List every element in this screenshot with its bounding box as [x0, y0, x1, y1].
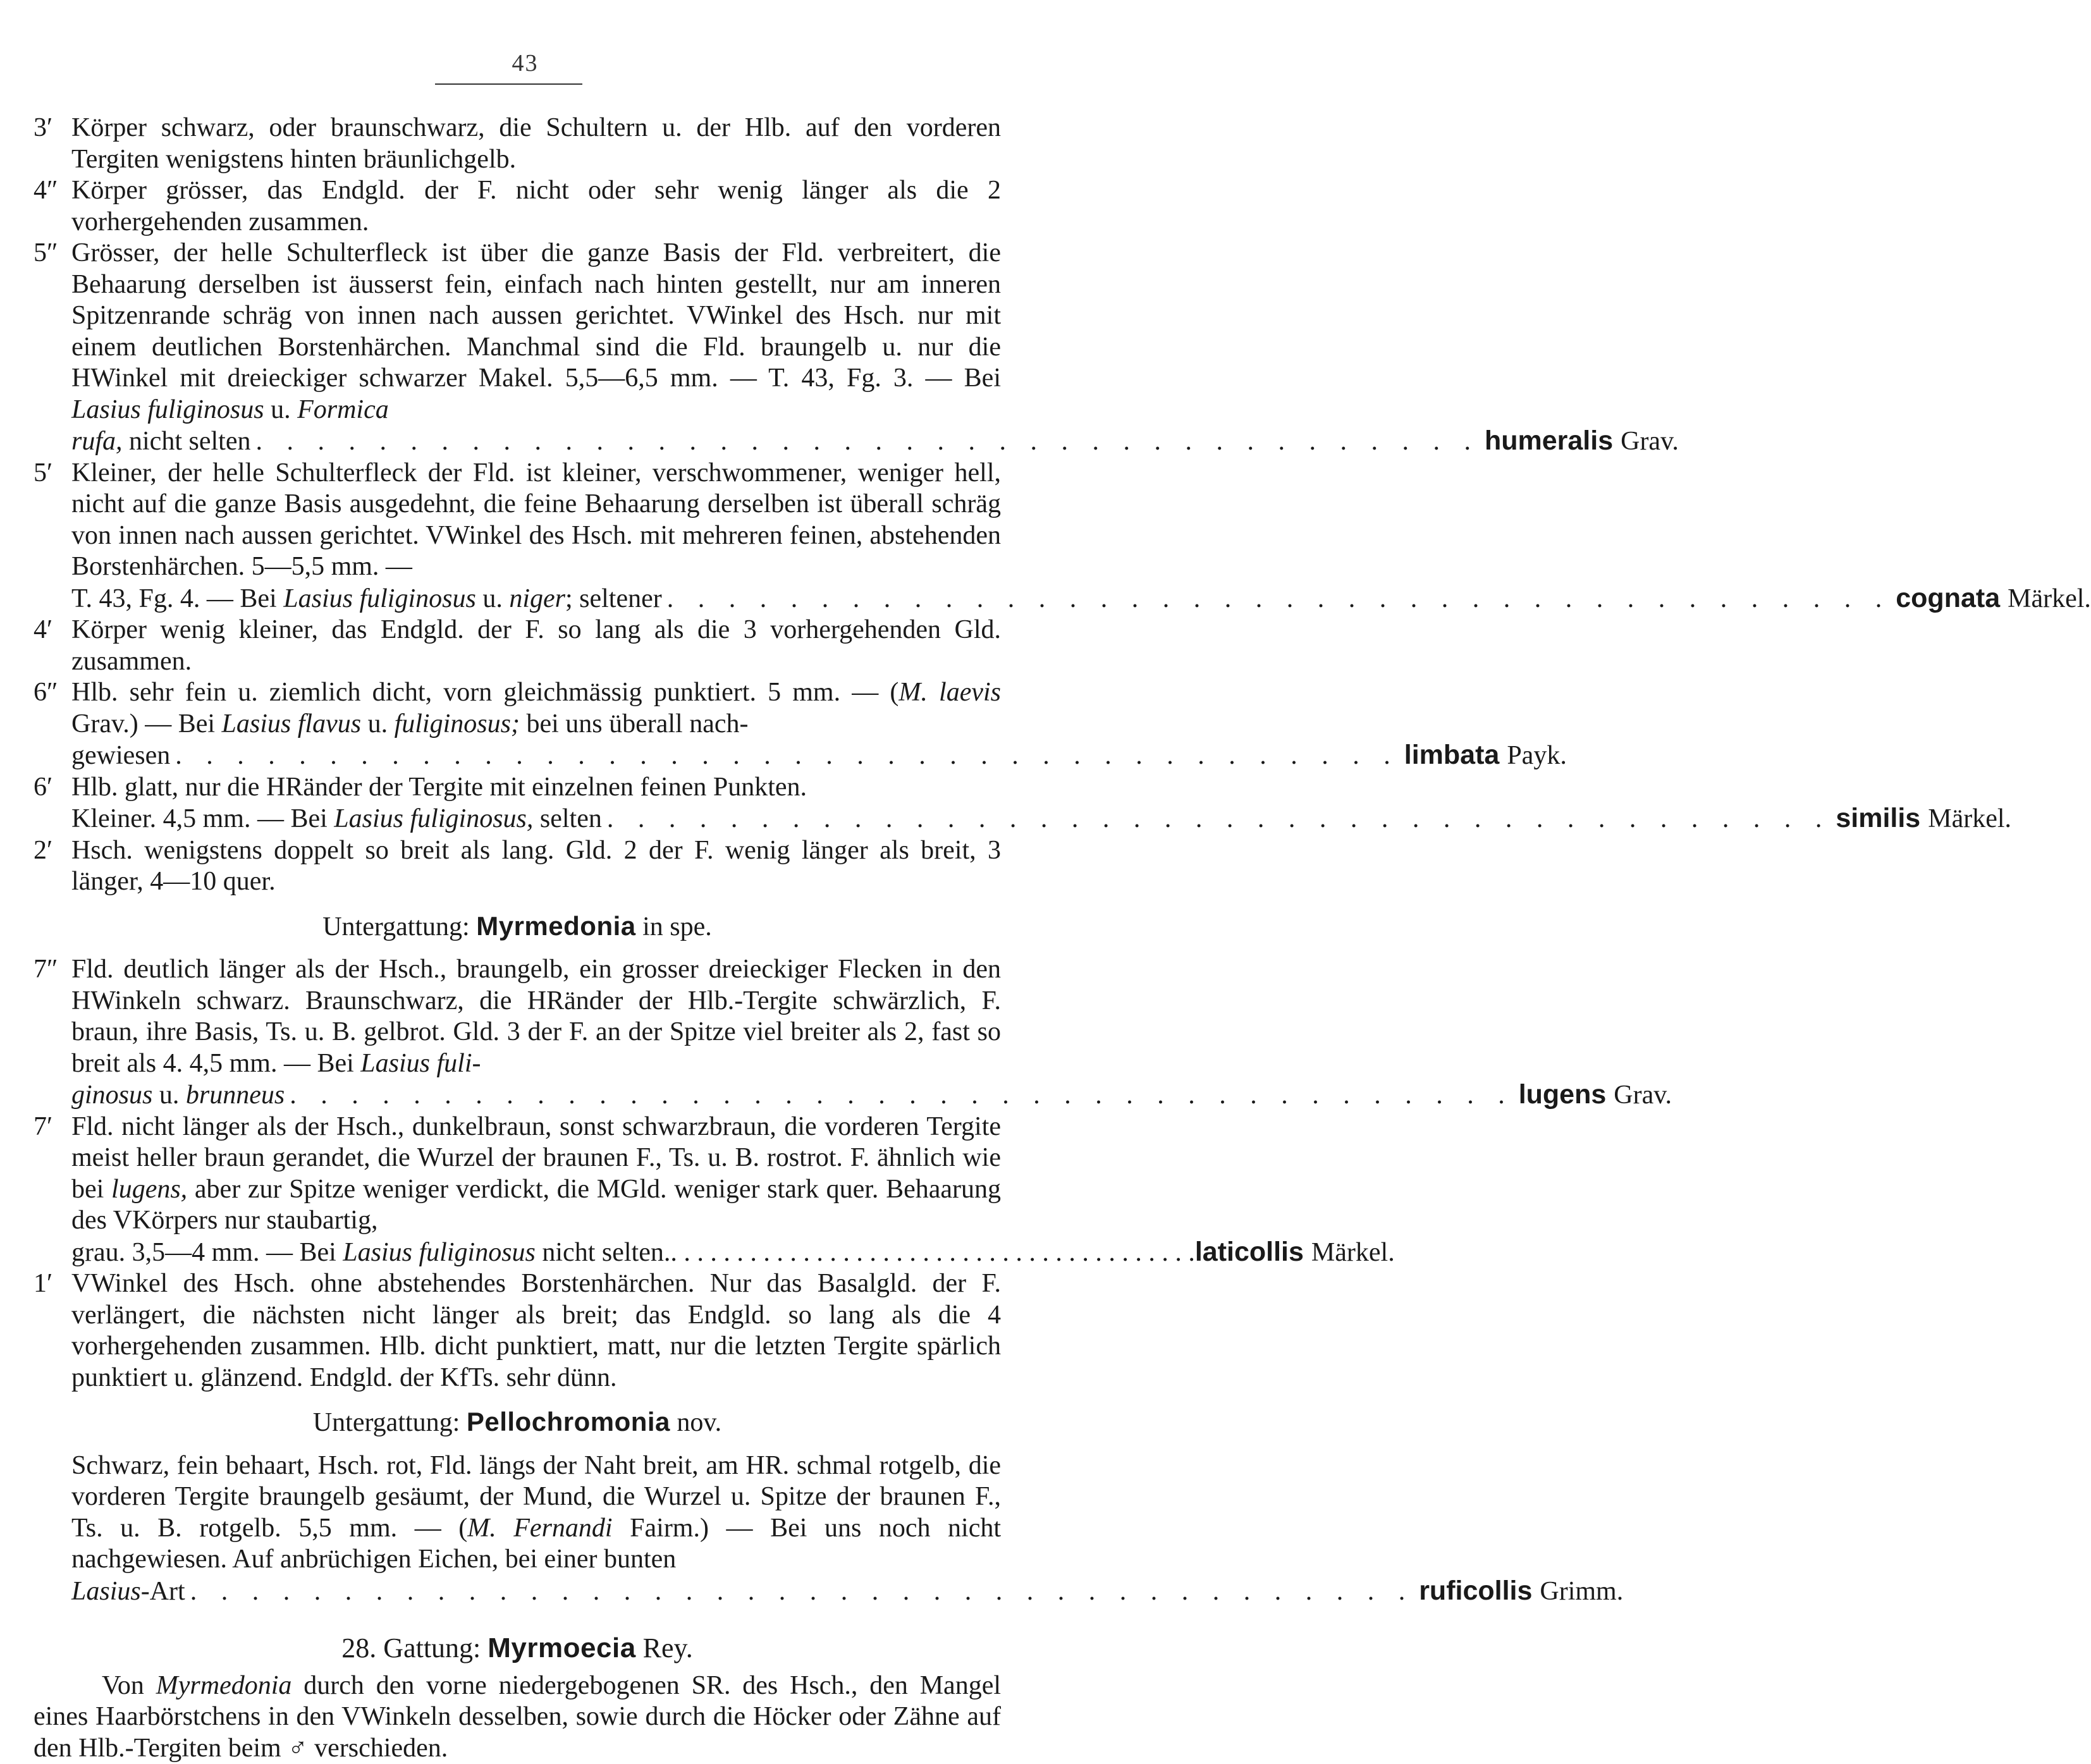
couplet-number: 5′ [34, 458, 70, 489]
couplet-number: 6′ [34, 772, 70, 804]
couplet-number: 1′ [34, 1268, 70, 1300]
host-name: brunneus [186, 1081, 285, 1110]
leader-dots: . . . . . . . . . . . . . . . . . . . . . . . . . . . . . . . . . . . . . . . . [250, 426, 1485, 458]
text-body [34, 113, 1001, 1764]
entry-text: nicht selten [129, 427, 250, 456]
header-rule [435, 83, 582, 85]
species-line [71, 426, 1001, 458]
leader-dots: . . . . . . . . . . . . . . . . . . . . . . . . . . . . . . . . . . . . . . . . [602, 804, 1836, 835]
entry-text: Grösser, der helle Schulterfleck ist über die ganze Basis der Fld. verbreitert, die Behaarung derselben ist äusserst fein, einfach nach hinten gestellt, nur am inneren Spitzenrande schräg von innen nach aussen gerichtet. VWinkel des Hsch. nur mit einem deutlichen Borstenhärchen. Manchmal sind die Fld. braungelb u. nur die HWinkel mit dreieckiger schwarzer Makel. 5,5—6,5 mm. — T. 43, Fg. 3. — Bei [71, 238, 1001, 393]
subgenus-name: Pellochromonia [467, 1407, 670, 1436]
entry-text: Hsch. wenigstens doppelt so breit als lang. Gld. 2 der F. wenig länger als breit, 3 länger, 4—10 quer. [71, 836, 1001, 897]
entry-text: aber zur Spitze weniger verdickt, die MGld. weniger stark quer. Behaarung des VKörpers nur staubartig, [71, 1175, 1001, 1235]
entry-text: bei uns überall nach- [526, 709, 748, 738]
entry-text: Fld. deutlich länger als der Hsch., braungelb, ein grosser dreieckiger Flecken in den HWinkeln schwarz. Braunschwarz, die HRänder der Hlb.-Tergite schwärzlich, F. braun, ihre Basis, Ts. u. B. gelbrot. Gld. 3 der F. an der Spitze viel breiter als 2, fast so breit als 4. 4,5 mm. — Bei [71, 955, 1001, 1078]
species-line [71, 1079, 1001, 1112]
species-author: Grav. [1621, 426, 1679, 458]
entry-text: Fld. nicht länger als der Hsch., dunkelbraun, sonst schwarzbraun, die vorderen Tergite meist heller braun gerandet, die Wurzel der braunen F., Ts. u. B. rostrot. F. ähnlich wie bei [71, 1112, 1001, 1204]
species-name: limbata [1404, 740, 1500, 771]
species-name: laticollis [1195, 1237, 1304, 1268]
entry-text: ; seltener [565, 584, 662, 613]
entry-text: Grav.) — Bei [71, 709, 215, 738]
entry-text: Kleiner, der helle Schulterfleck der Fld. ist kleiner, verschwommener, weniger hell, nicht auf die ganze Basis ausgedehnt, die feine Behaarung derselben ist überall schräg von innen nach aussen gerichtet. VWinkel des Hsch. mit mehreren feinen, abstehenden Borstenhärchen. 5—5,5 mm. — [71, 458, 1001, 582]
leader-dots: . . . . . . . . . . . . . . . . . . . . . . . . . . . . . . . . . . . . . . . . [185, 1576, 1420, 1608]
key-entry [34, 238, 1001, 458]
key-entry [34, 1268, 1001, 1393]
entry-text: u. [368, 709, 388, 738]
couplet-number: 4′ [34, 615, 70, 646]
couplet-number: 3′ [34, 113, 70, 144]
key-entry [34, 175, 1001, 238]
species-author: Märkel. [2008, 584, 2091, 615]
leader-dots: . . . . . . . . . . . . . . . . . . . . . . . . . . . . . . . . . . . . . . . . [170, 740, 1404, 772]
key-entry [34, 458, 1001, 615]
genus-name: Myrmoecia [487, 1632, 635, 1663]
key-entry [34, 1112, 1001, 1269]
entry-text: Von [102, 1671, 144, 1700]
leader-dots: . . . . . . . . . . . . . . . . . . . . . . . . . . . . . . . . . . . . . . . . [285, 1080, 1519, 1112]
entry-text: durch den vorne niedergebogenen SR. des Hsch., den Mangel eines Haarbörstchens in den VWinkeln desselben, sowie durch die Höcker oder Zähne auf den Hlb.-Tergiten beim ♂ verschieden. [34, 1671, 1001, 1763]
entry-text: selten [540, 804, 602, 833]
host-name: Lasius [71, 1577, 141, 1606]
host-name: Lasius fuliginosus, [334, 804, 533, 833]
host-name: ginosus [71, 1081, 152, 1110]
entry-text: Körper schwarz, oder braunschwarz, die Schultern u. der Hlb. auf den vorderen Tergiten wenigstens hinten bräunlichgelb. [71, 113, 1001, 174]
host-name: Formica [297, 395, 389, 424]
genus-reference: Myrmedonia [156, 1671, 292, 1700]
entry-text: u. [159, 1081, 180, 1110]
couplet-number: 6″ [34, 677, 70, 709]
host-name: M. laevis [898, 678, 1001, 707]
key-entry [34, 954, 1001, 1112]
species-reference: M. Fernandi [467, 1514, 612, 1543]
species-author: Märkel. [1928, 804, 2011, 835]
key-entry [34, 113, 1001, 175]
species-line [71, 740, 1001, 772]
species-line [71, 1237, 1001, 1269]
host-name: Lasius fuliginosus [343, 1238, 536, 1267]
host-name: Lasius fuliginosus [71, 395, 264, 424]
leader-dots: . . . . . . . . . . . . . . . . . . . . . . . . . . . . . . . . . . . . . . . . [670, 1237, 1195, 1269]
entry-text: u. [482, 584, 503, 613]
couplet-number: 2′ [34, 835, 70, 867]
entry-text: Hlb. sehr fein u. ziemlich dicht, vorn gleichmässig punktiert. 5 mm. — ( [71, 678, 898, 707]
entry-text: Kleiner. 4,5 mm. — Bei [71, 804, 328, 833]
species-author: Grimm. [1540, 1576, 1623, 1608]
entry-text: Körper grösser, das Endgld. der F. nicht oder sehr wenig länger als die 2 vorhergehenden zusammen. [71, 176, 1001, 236]
couplet-number: 7′ [34, 1112, 70, 1143]
host-name: Lasius fuliginosus [283, 584, 476, 613]
couplet-number: 4″ [34, 175, 70, 207]
key-entry [34, 835, 1001, 898]
entry-text: gewiesen [71, 740, 170, 772]
subgenus-heading: Untergattung: Myrmedonia in spe. [34, 910, 1001, 943]
species-name: similis [1836, 803, 1920, 835]
species-author: Märkel. [1311, 1237, 1395, 1269]
host-name: Lasius flavus [222, 709, 362, 738]
entry-text: Schwarz, fein behaart, Hsch. rot, Fld. längs der Naht breit, am HR. schmal rotgelb, die vorderen Tergite braungelb gesäumt, der Mund, die Wurzel u. Spitze der braunen F., Ts. u. B. rotgelb. 5,5 mm. — ( [71, 1451, 1001, 1543]
entry-text: u. [271, 395, 291, 424]
couplet-number: 7″ [34, 954, 70, 986]
species-name: ruficollis [1419, 1576, 1532, 1607]
genus-heading: 28. Gattung: Myrmoecia Rey. [34, 1632, 1001, 1664]
key-entry [34, 772, 1001, 835]
species-line [71, 1576, 1001, 1608]
entry-text: grau. 3,5—4 mm. — Bei [71, 1238, 336, 1267]
entry-text: VWinkel des Hsch. ohne abstehendes Borstenhärchen. Nur das Basalgld. der F. verlängert, die nächsten nicht länger als breit; das Endgld. so lang als die 4 vorhergehenden zusammen. Hlb. dicht punktiert, matt, nur die letzten Tergite spärlich punktiert u. glänzend. Endgld. der KfTs. sehr dünn. [71, 1269, 1001, 1392]
leader-dots: . . . . . . . . . . . . . . . . . . . . . . . . . . . . . . . . . . . . . . . . [662, 584, 1896, 615]
entry-text: nicht selten. [542, 1238, 670, 1267]
host-name: fuliginosus; [395, 709, 520, 738]
entry-text: Körper wenig kleiner, das Endgld. der F. so lang als die 3 vorhergehenden Gld. zusammen. [71, 615, 1001, 676]
key-entry [34, 677, 1001, 772]
entry-text: Fairm.) — Bei uns noch nicht nachgewiesen. Auf anbrüchigen Eichen, bei einer bunten [71, 1514, 1001, 1574]
key-entry [34, 615, 1001, 677]
species-description [34, 1450, 1001, 1608]
entry-text: T. 43, Fg. 4. — Bei [71, 584, 277, 613]
entry-text: Hlb. glatt, nur die HRänder der Tergite mit einzelnen feinen Punkten. [71, 773, 807, 802]
host-name: Lasius fuli- [360, 1049, 481, 1078]
species-author: Payk. [1507, 740, 1567, 772]
entry-text: -Art [141, 1577, 185, 1606]
species-name: humeralis [1485, 426, 1613, 457]
couplet-number: 5″ [34, 238, 70, 269]
species-name: cognata [1896, 583, 2000, 615]
genus-description [34, 1670, 1001, 1764]
host-name: niger [509, 584, 565, 613]
species-line [71, 803, 1001, 835]
page [0, 0, 1050, 1671]
subgenus-heading: Untergattung: Pellochromonia nov. [34, 1406, 1001, 1439]
subgenus-name: Myrmedonia [476, 911, 635, 941]
species-name: lugens [1519, 1079, 1607, 1111]
page-number: 43 [0, 48, 1050, 80]
host-name: rufa, [71, 427, 123, 456]
species-author: Grav. [1614, 1080, 1672, 1112]
species-line [71, 583, 1001, 615]
species-reference: lugens, [111, 1175, 187, 1204]
